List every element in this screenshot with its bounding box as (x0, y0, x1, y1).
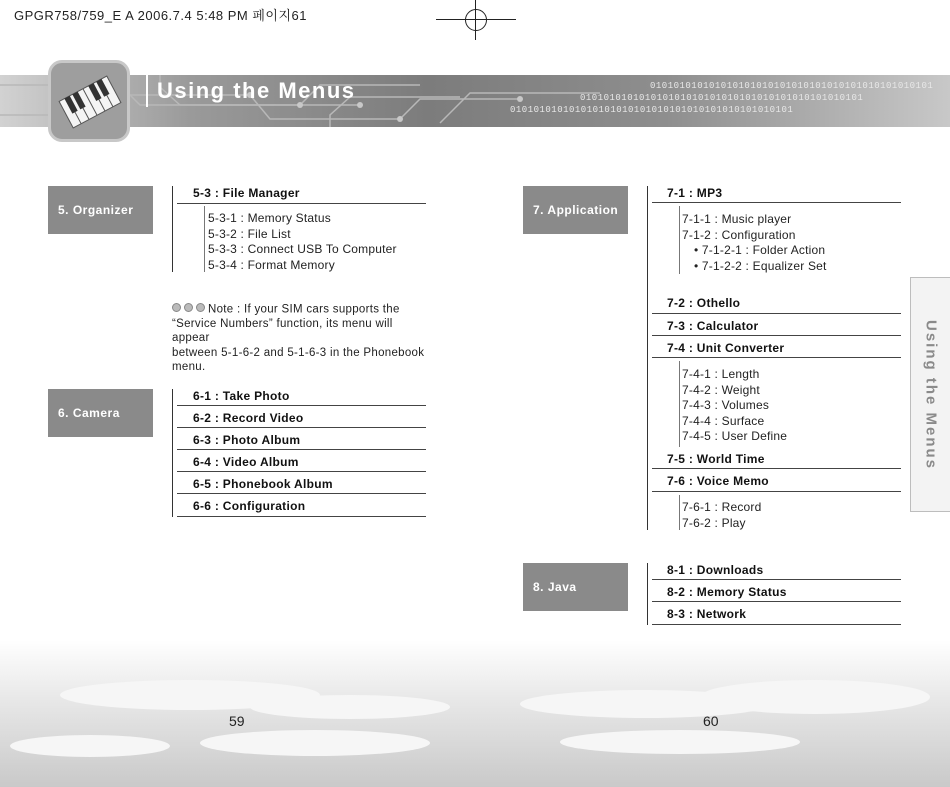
list-item: 5-3-3 : Connect USB To Computer (208, 242, 397, 256)
divider (652, 313, 901, 314)
divider (177, 516, 426, 517)
organizer-tree-line (172, 186, 173, 272)
menu-item-camera-1: 6-1 : Take Photo (193, 389, 290, 403)
divider (177, 449, 426, 450)
sub-tree-line (679, 206, 680, 274)
sub-list-unit-converter (682, 367, 787, 445)
binary-strip-3: 010101010101010101010101010101010101010101010101 (510, 105, 794, 115)
list-item: • 7-1-2-2 : Equalizer Set (694, 258, 827, 273)
divider (652, 202, 901, 203)
menu-item-voice-memo: 7-6 : Voice Memo (667, 474, 769, 488)
list-item: 7-4-5 : User Define (682, 429, 788, 443)
divider (652, 335, 901, 336)
menu-item-camera-3: 6-3 : Photo Album (193, 433, 301, 447)
header-banner (0, 75, 950, 127)
list-item: 5-3-2 : File List (208, 226, 291, 241)
side-tab-label: Using the Menus (922, 319, 939, 470)
divider (177, 493, 426, 494)
crop-mark-top (436, 0, 516, 40)
cloud-background (0, 640, 950, 787)
category-camera: 6. Camera (48, 389, 153, 437)
list-item: 7-4-4 : Surface (682, 413, 765, 428)
note-box (172, 302, 430, 375)
list-item: • 7-1-2-1 : Folder Action (694, 243, 826, 257)
note-bullet-icon (172, 302, 208, 317)
note-line: Note : If your SIM cars supports the (208, 303, 400, 316)
menu-item-unit-converter: 7-4 : Unit Converter (667, 341, 785, 355)
section-side-tab (910, 277, 950, 512)
note-line: between 5-1-6-2 and 5-1-6-3 in the Phonebook (172, 346, 425, 359)
divider (652, 357, 901, 358)
menu-item-file-manager: 5-3 : File Manager (193, 186, 300, 200)
list-item: 7-4-3 : Volumes (682, 398, 770, 412)
page-number-right: 60 (703, 713, 719, 729)
menu-item-camera-5: 6-5 : Phonebook Album (193, 477, 333, 491)
list-item: 7-4-2 : Weight (682, 382, 760, 397)
menu-item-camera-6: 6-6 : Configuration (193, 499, 306, 513)
category-organizer: 5. Organizer (48, 186, 153, 234)
category-application: 7. Application (523, 186, 628, 234)
sub-tree-line (679, 361, 680, 447)
divider (652, 579, 901, 580)
list-item: 5-3-4 : Format Memory (208, 257, 335, 272)
list-item: 7-1-2 : Configuration (682, 227, 796, 242)
note-line: menu. (172, 361, 206, 374)
menu-item-othello: 7-2 : Othello (667, 296, 741, 310)
piano-keys-icon (48, 60, 130, 142)
divider (177, 203, 426, 204)
sub-list-voice-memo (682, 500, 762, 531)
menu-item-memory-status: 8-2 : Memory Status (667, 585, 787, 599)
list-item: 7-1-1 : Music player (682, 212, 792, 226)
menu-item-camera-4: 6-4 : Video Album (193, 455, 299, 469)
list-item: 5-3-1 : Memory Status (208, 211, 331, 225)
divider (177, 427, 426, 428)
divider (652, 491, 901, 492)
application-tree-line (647, 186, 648, 530)
menu-item-downloads: 8-1 : Downloads (667, 563, 764, 577)
list-item: 7-6-1 : Record (682, 500, 762, 514)
category-java: 8. Java (523, 563, 628, 611)
java-tree-line (647, 563, 648, 625)
divider (177, 405, 426, 406)
sub-list-mp3 (682, 212, 827, 274)
page-title: Using the Menus (146, 75, 356, 107)
list-item: 7-4-1 : Length (682, 367, 760, 381)
sub-tree-line (204, 206, 205, 272)
binary-strip-1: 010101010101010101010101010101010101010101010101 (650, 81, 934, 91)
divider (652, 468, 901, 469)
camera-tree-line (172, 389, 173, 517)
menu-item-mp3: 7-1 : MP3 (667, 186, 723, 200)
menu-item-world-time: 7-5 : World Time (667, 452, 765, 466)
binary-strip-2: 010101010101010101010101010101010101010101010101 (580, 93, 864, 103)
divider (177, 471, 426, 472)
sub-tree-line (679, 495, 680, 530)
print-header: GPGR758/759_E A 2006.7.4 5:48 PM 페이지61 (14, 8, 308, 23)
divider (652, 601, 901, 602)
sub-list-file-manager (208, 211, 397, 273)
menu-item-network: 8-3 : Network (667, 607, 747, 621)
menu-item-camera-2: 6-2 : Record Video (193, 411, 304, 425)
divider (652, 624, 901, 625)
page-number-left: 59 (229, 713, 245, 729)
note-line: “Service Numbers” function, its menu will appear (172, 317, 393, 345)
menu-item-calculator: 7-3 : Calculator (667, 319, 759, 333)
list-item: 7-6-2 : Play (682, 515, 746, 530)
